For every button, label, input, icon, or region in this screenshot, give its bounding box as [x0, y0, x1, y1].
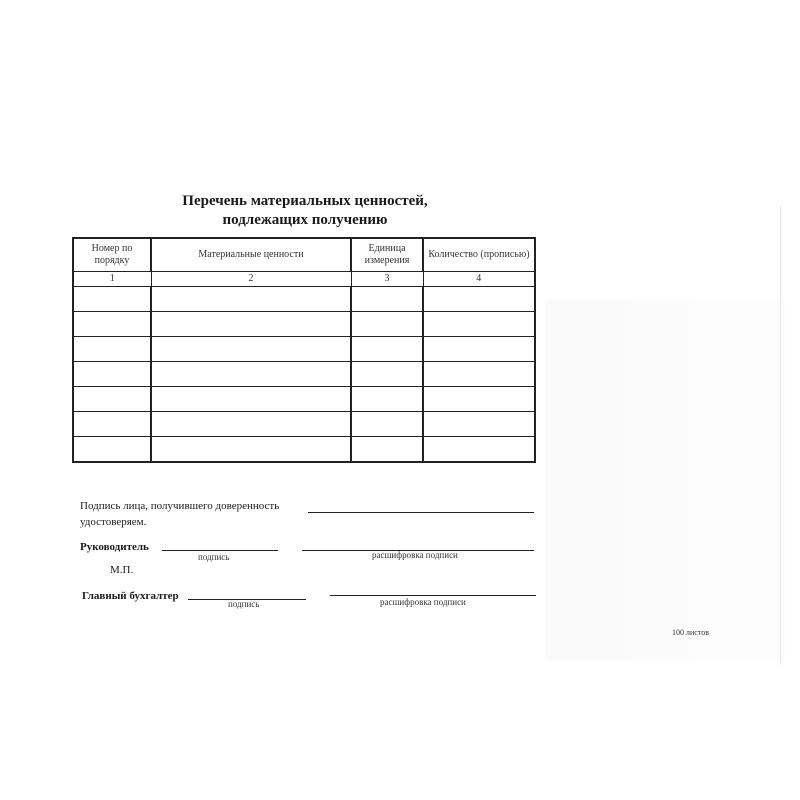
column-number: 4	[423, 272, 535, 287]
table-header-row	[73, 238, 535, 272]
table-row	[73, 387, 535, 412]
header-quantity: Количество (прописью)	[423, 238, 535, 272]
cell-material[interactable]	[151, 437, 351, 463]
column-number: 3	[351, 272, 423, 287]
chief-accountant-decode-caption: расшифровка подписи	[380, 597, 466, 607]
cell-material[interactable]	[151, 287, 351, 312]
sheet-count: 100 листов	[672, 628, 709, 637]
cell-order[interactable]	[73, 362, 151, 387]
column-number: 2	[151, 272, 351, 287]
cell-order[interactable]	[73, 437, 151, 463]
table-row	[73, 312, 535, 337]
cell-quantity[interactable]	[423, 287, 535, 312]
cell-unit[interactable]	[351, 437, 423, 463]
table-row	[73, 337, 535, 362]
cell-quantity[interactable]	[423, 337, 535, 362]
chief-accountant-decode-line[interactable]	[330, 595, 536, 596]
table-row	[73, 412, 535, 437]
director-decode-caption: расшифровка подписи	[372, 550, 458, 560]
form-title-line1: Перечень материальных ценностей,	[182, 193, 428, 209]
cell-material[interactable]	[151, 387, 351, 412]
header-materials: Материальные ценности	[151, 238, 351, 272]
received-by-signature-line[interactable]	[308, 512, 534, 513]
cell-order[interactable]	[73, 337, 151, 362]
header-order-number: Номер по порядку	[73, 238, 151, 272]
cell-order[interactable]	[73, 312, 151, 337]
form-title	[0, 192, 610, 230]
form-title-line2: подлежащих получению	[222, 212, 388, 228]
director-signature-line[interactable]	[162, 550, 278, 551]
director-label: Руководитель	[80, 541, 149, 553]
table-row	[73, 362, 535, 387]
cell-order[interactable]	[73, 412, 151, 437]
certify-label: удостоверяем.	[80, 516, 147, 528]
stamp-label: М.П.	[110, 564, 134, 576]
column-number: 1	[73, 272, 151, 287]
cell-quantity[interactable]	[423, 412, 535, 437]
cell-quantity[interactable]	[423, 387, 535, 412]
chief-accountant-label: Главный бухгалтер	[82, 590, 179, 602]
cell-unit[interactable]	[351, 287, 423, 312]
chief-accountant-signature-caption: подпись	[228, 599, 260, 609]
director-signature-caption: подпись	[198, 552, 230, 562]
cell-material[interactable]	[151, 412, 351, 437]
cell-quantity[interactable]	[423, 362, 535, 387]
cell-order[interactable]	[73, 287, 151, 312]
cell-unit[interactable]	[351, 337, 423, 362]
materials-table	[72, 237, 536, 463]
cell-material[interactable]	[151, 337, 351, 362]
cell-order[interactable]	[73, 387, 151, 412]
column-number-row	[73, 272, 535, 287]
cell-quantity[interactable]	[423, 437, 535, 463]
table-row	[73, 437, 535, 463]
cell-material[interactable]	[151, 362, 351, 387]
cell-unit[interactable]	[351, 412, 423, 437]
cell-unit[interactable]	[351, 387, 423, 412]
cell-unit[interactable]	[351, 312, 423, 337]
cell-quantity[interactable]	[423, 312, 535, 337]
cell-material[interactable]	[151, 312, 351, 337]
cell-unit[interactable]	[351, 362, 423, 387]
received-by-label: Подпись лица, получившего доверенность	[80, 500, 280, 512]
header-unit: Единица измерения	[351, 238, 423, 272]
table-row	[73, 287, 535, 312]
